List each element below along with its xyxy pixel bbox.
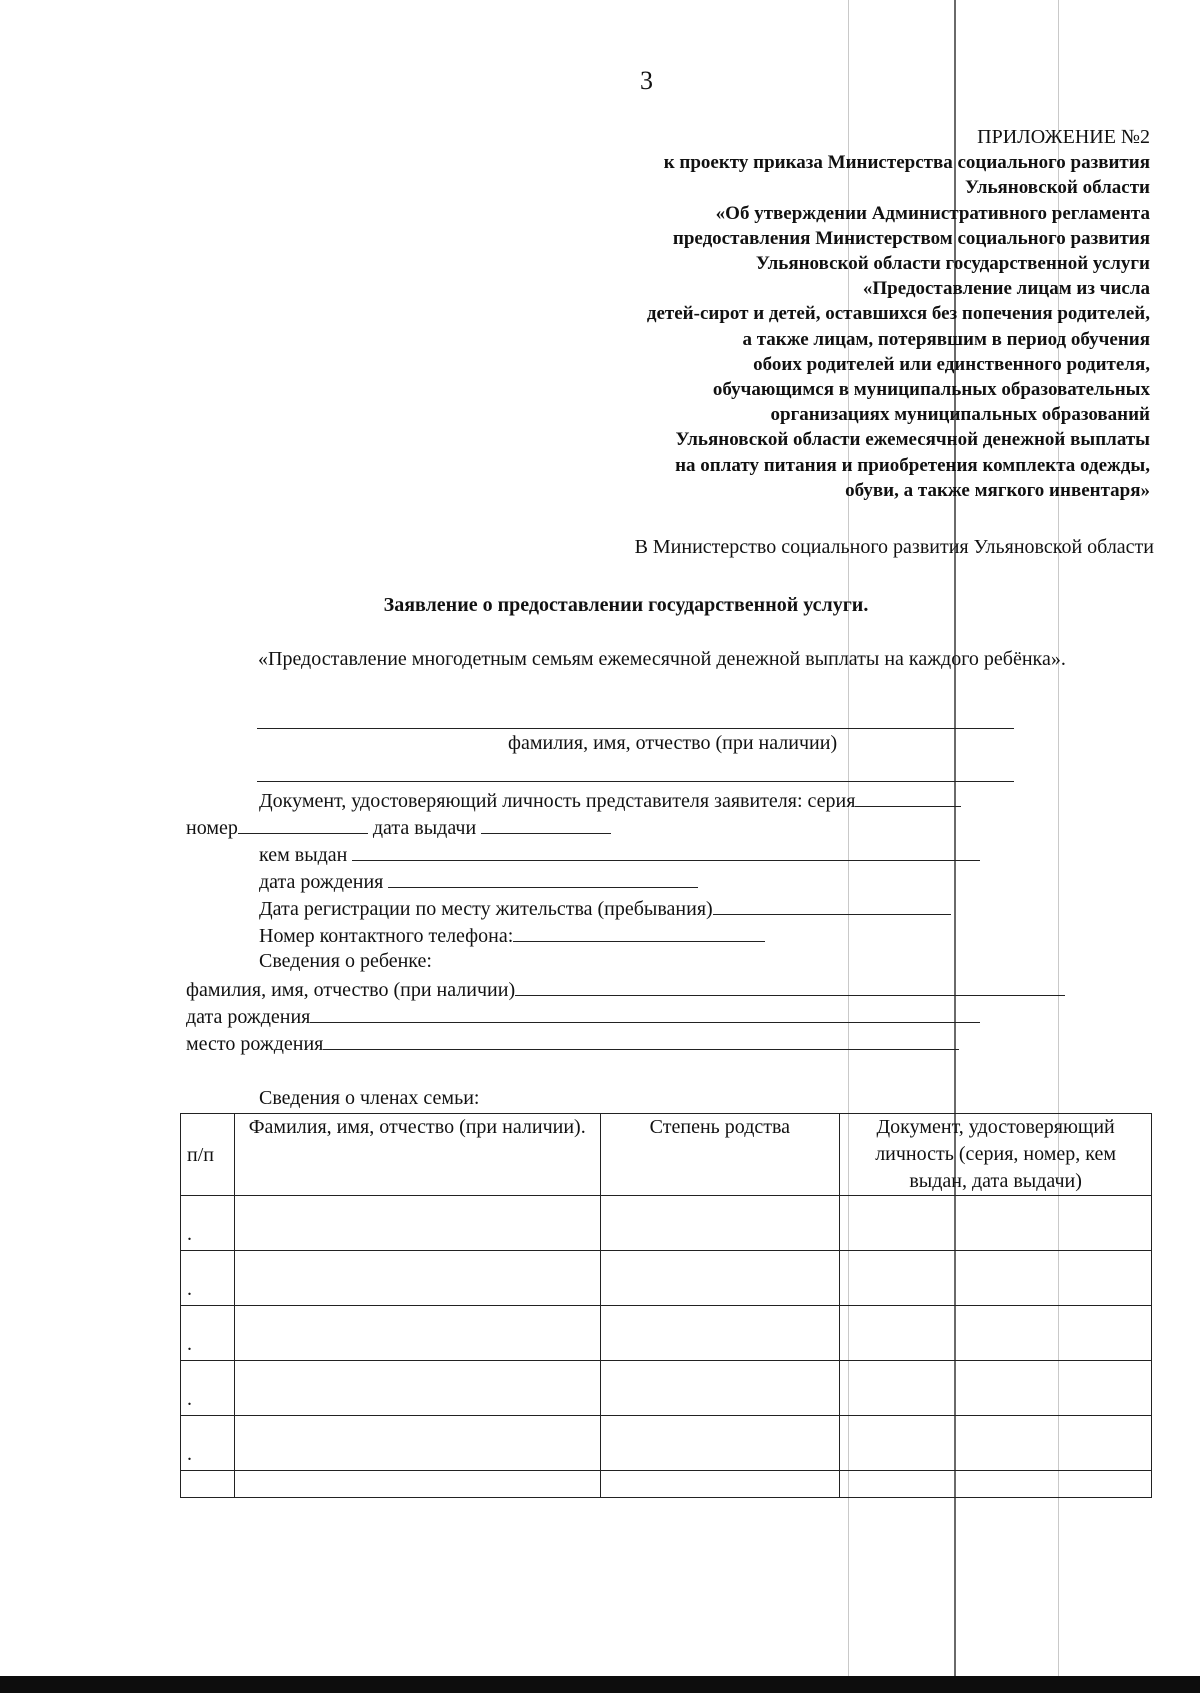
document-cell[interactable] [840,1361,1152,1416]
fio-cell[interactable] [234,1361,600,1416]
relation-cell[interactable] [600,1361,840,1416]
header-line: детей-сирот и детей, оставшихся без попечения родителей, [646,303,1150,325]
phone-label: Номер контактного телефона: [259,925,514,947]
birth-date-label: дата рождения [259,871,384,893]
table-row [181,1196,1152,1251]
phone-row [259,923,765,948]
phone-field[interactable] [513,923,765,942]
issued-by-row [259,842,980,867]
fio-cell[interactable] [234,1251,600,1306]
relation-cell[interactable] [600,1471,840,1498]
document-series-row [259,788,961,813]
document-cell[interactable] [840,1306,1152,1361]
fio-cell[interactable] [234,1416,600,1471]
child-fio-label: фамилия, имя, отчество (при наличии) [186,979,516,1001]
registration-label: Дата регистрации по месту жительства (пребывания) [259,898,713,920]
col-relation-header: Степень родства [600,1114,840,1196]
issued-by-field[interactable] [352,842,980,861]
header-line: «Предоставление лицам из числа [862,278,1150,300]
header-line: на оплату питания и приобретения комплекта одежды, [675,454,1150,476]
registration-date-field[interactable] [713,896,951,915]
child-fio-row [186,977,1065,1002]
col-num-header: п/п [181,1114,235,1196]
row-number-cell [181,1196,235,1251]
table-row [181,1251,1152,1306]
table-header-row [181,1114,1152,1196]
document-cell[interactable] [840,1416,1152,1471]
child-birth-place-field[interactable] [323,1031,959,1050]
relation-cell[interactable] [600,1416,840,1471]
family-heading: Сведения о членах семьи: [259,1087,480,1109]
header-line: обучающимся в муниципальных образовательных [712,379,1150,401]
number-label: номер [186,817,238,839]
header-line: к проекту приказа Министерства социального развития [663,152,1150,174]
row-number-cell [181,1251,235,1306]
header-line: «Об утверждении Административного регламента [715,202,1150,224]
col-fio-header: Фамилия, имя, отчество (при наличии). [234,1114,600,1196]
issued-by-label: кем выдан [259,844,348,866]
applicant-fio-line[interactable] [257,728,1014,729]
applicant-extra-line[interactable] [257,781,1014,782]
row-number-cell [181,1416,235,1471]
child-birth-date-label: дата рождения [186,1006,311,1028]
issue-date-field[interactable] [481,815,611,834]
appendix-label: ПРИЛОЖЕНИЕ №2 [977,126,1150,148]
document-label: Документ, удостоверяющий личность представителя заявителя: серия [259,790,856,812]
header-line: предоставления Министерством социального развития [672,227,1150,249]
fio-cell[interactable] [234,1471,600,1498]
row-number-cell [181,1361,235,1416]
header-line: Ульяновской области [965,177,1150,199]
issue-date-label: дата выдачи [372,817,477,839]
child-fio-field[interactable] [515,977,1065,996]
page-number: 3 [640,66,653,95]
number-date-row [186,815,611,840]
service-name-paragraph: «Предоставление многодетным семьям ежемесячной денежной выплаты на каждого ребёнка». [258,648,1066,670]
child-birth-date-field[interactable] [310,1004,980,1023]
header-line: а также лицам, потерявшим в период обучения [742,328,1150,350]
document-series-field[interactable] [855,788,961,807]
child-birth-date-row [186,1004,980,1029]
registration-row [259,896,951,921]
table-row [181,1306,1152,1361]
addressee: В Министерство социального развития Ульяновской области [634,536,1154,558]
document-number-field[interactable] [238,815,368,834]
table-row [181,1361,1152,1416]
relation-cell[interactable] [600,1196,840,1251]
relation-cell[interactable] [600,1306,840,1361]
header-line: Ульяновской области государственной услуги [755,253,1150,275]
header-line: организациях муниципальных образований [770,404,1150,426]
col-document-header: Документ, удостоверяющий личность (серия, номер, кем выдан, дата выдачи) [840,1114,1152,1196]
table-row [181,1471,1152,1498]
fio-cell[interactable] [234,1306,600,1361]
document-cell[interactable] [840,1196,1152,1251]
fio-caption: фамилия, имя, отчество (при наличии) [508,732,838,754]
child-birth-place-label: место рождения [186,1033,324,1055]
family-members-table [180,1113,1152,1498]
header-line: Ульяновской области ежемесячной денежной выплаты [675,429,1150,451]
row-number-cell [181,1306,235,1361]
relation-cell[interactable] [600,1251,840,1306]
appendix-header [530,125,1150,503]
document-title: Заявление о предоставлении государственной услуги. [383,594,869,616]
scan-bottom-border [0,1676,1200,1693]
child-info-label: Сведения о ребенке: [259,950,432,972]
row-number: . [187,1223,192,1245]
row-number: . [187,1443,192,1465]
birth-date-row [259,869,698,894]
row-number: . [187,1278,192,1300]
table-row [181,1416,1152,1471]
header-line: обоих родителей или единственного родителя, [753,353,1150,375]
header-line: обуви, а также мягкого инвентаря» [845,479,1150,501]
row-number: . [187,1333,192,1355]
document-cell[interactable] [840,1471,1152,1498]
child-birth-place-row [186,1031,959,1056]
row-number-cell [181,1471,235,1498]
fio-cell[interactable] [234,1196,600,1251]
document-cell[interactable] [840,1251,1152,1306]
row-number: . [187,1388,192,1410]
birth-date-field[interactable] [388,869,698,888]
